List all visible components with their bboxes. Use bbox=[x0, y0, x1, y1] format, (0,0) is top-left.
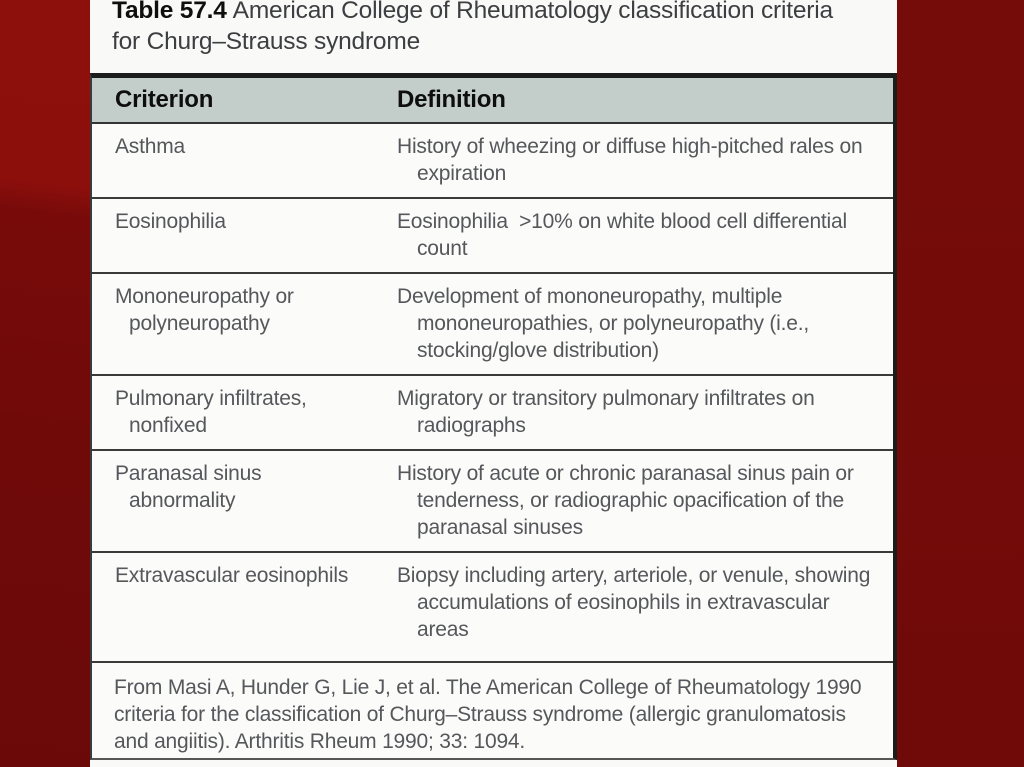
table-header-row bbox=[92, 78, 893, 124]
slide-background-right bbox=[897, 0, 1024, 767]
column-header-definition: Definition bbox=[397, 86, 506, 113]
criterion-cell: Extravascular eosinophils bbox=[115, 564, 349, 587]
criterion-cell: Pulmonary infiltrates, nonfixed bbox=[115, 387, 313, 437]
criterion-cell: Paranasal sinus abnormality bbox=[115, 462, 268, 512]
table-row bbox=[92, 376, 893, 451]
definition-cell: Migratory or transitory pulmonary infiltrates on radiographs bbox=[397, 387, 821, 437]
table-row bbox=[92, 124, 893, 199]
table-title-text: American College of Rheumatology classification criteria for Churg–Strauss syndrome bbox=[112, 0, 833, 55]
definition-cell: History of acute or chronic paranasal sinus pain or tenderness, or radiographic opacification of the paranasal sinuses bbox=[397, 462, 860, 539]
criteria-table bbox=[90, 73, 897, 760]
criterion-cell: Mononeuropathy or polyneuropathy bbox=[115, 285, 300, 335]
criterion-cell: Asthma bbox=[115, 135, 185, 158]
definition-cell: Biopsy including artery, arteriole, or venule, showing accumulations of eosinophils in extravascular areas bbox=[397, 564, 876, 641]
table-title bbox=[90, 0, 897, 57]
table-row bbox=[92, 274, 893, 376]
table-row bbox=[92, 199, 893, 274]
criterion-cell: Eosinophilia bbox=[115, 210, 226, 233]
content-panel bbox=[90, 0, 897, 767]
column-header-criterion: Criterion bbox=[115, 86, 214, 113]
table-row bbox=[92, 451, 893, 553]
definition-cell: Eosinophilia >10% on white blood cell differential count bbox=[397, 210, 853, 260]
slide-background-left bbox=[0, 0, 90, 767]
table-row bbox=[92, 553, 893, 663]
definition-cell: History of wheezing or diffuse high-pitched rales on expiration bbox=[397, 135, 869, 185]
definition-cell: Development of mononeuropathy, multiple mononeuropathies, or polyneuropathy (i.e., stocking/glove distribution) bbox=[397, 285, 815, 362]
source-citation: From Masi A, Hunder G, Lie J, et al. The American College of Rheumatology 1990 criteria for the classification of Churg–Strauss syndrome (allergic granulomatosis and angiitis). Arthritis Rheum 1990; 33: 1094. bbox=[114, 676, 862, 753]
table-title-number: Table 57.4 bbox=[112, 0, 227, 24]
